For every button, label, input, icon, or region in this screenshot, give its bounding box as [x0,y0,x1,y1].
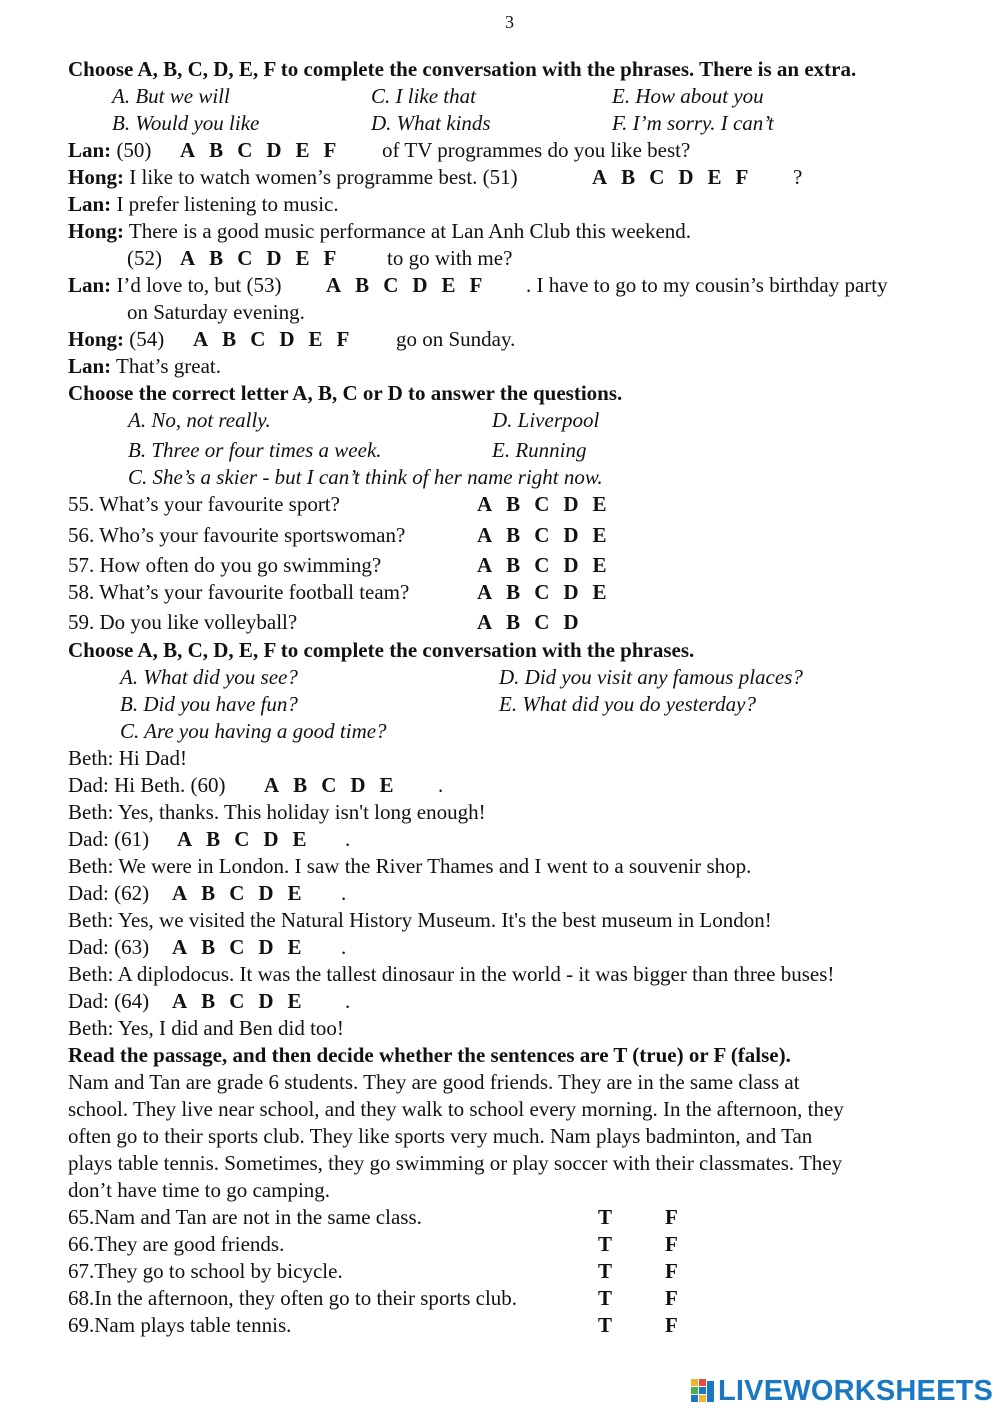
option-d[interactable]: D [266,246,282,270]
passage-line-1: Nam and Tan are grade 6 students. They are good friends. They are in the same class at [68,1070,800,1094]
option-e[interactable]: E [308,327,323,351]
option-e[interactable]: E [592,580,607,604]
option-d[interactable]: D [563,580,579,604]
option-c[interactable]: C [250,327,266,351]
dialogue-line-50: Lan: (50) [68,138,152,162]
option-e[interactable]: E [292,827,307,851]
beth-line-6: Beth: Yes, I did and Ben did too! [68,1016,344,1040]
false-option-65[interactable]: F [665,1205,678,1229]
option-c[interactable]: C [229,935,245,959]
false-option-67[interactable]: F [665,1259,678,1283]
option-b[interactable]: B [506,492,521,516]
option-b[interactable]: B [506,553,521,577]
option-d[interactable]: D [350,773,366,797]
option-d[interactable]: D [258,935,274,959]
option-a[interactable]: A [477,553,493,577]
answer-options-50[interactable] [180,138,350,163]
s3-choice-b: B. Did you have fun? [120,692,298,716]
s2-choice-c: C. She’s a skier - but I can’t think of her name right now. [128,465,603,489]
dialogue-line-53-post: . I have to go to my cousin’s birthday party [526,273,888,297]
option-c[interactable]: C [534,610,550,634]
question-55: 55. What’s your favourite sport? [68,492,340,516]
dad-line-60: Dad: Hi Beth. (60) [68,773,226,797]
option-d[interactable]: D [563,492,579,516]
option-b[interactable]: B [506,523,521,547]
option-c[interactable]: C [383,273,399,297]
statement-69: 69.Nam plays table tennis. [68,1313,292,1337]
option-c[interactable]: C [229,881,245,905]
option-b[interactable]: B [621,165,636,189]
option-e[interactable]: E [441,273,456,297]
answer-options-62[interactable] [172,881,316,906]
option-d[interactable]: D [258,881,274,905]
option-b[interactable]: B [222,327,237,351]
option-c[interactable]: C [237,246,253,270]
liveworksheets-logo-text: LIVEWORKSHEETS [718,1374,994,1407]
option-f[interactable]: F [735,165,749,189]
s1-choice-c: C. I like that [371,84,476,108]
question-59: 59. Do you like volleyball? [68,610,298,634]
option-b[interactable]: B [206,827,221,851]
false-option-66[interactable]: F [665,1232,678,1256]
statement-65: 65.Nam and Tan are not in the same class. [68,1205,422,1229]
option-c[interactable]: C [534,492,550,516]
page-number: 3 [505,12,514,32]
option-b[interactable]: B [201,935,216,959]
option-d[interactable]: D [563,610,579,634]
answer-options-57[interactable] [477,553,621,578]
passage-line-2: school. They live near school, and they walk to school every morning. In the afternoon, they [68,1097,844,1121]
option-d[interactable]: D [412,273,428,297]
option-b[interactable]: B [201,989,216,1013]
option-a[interactable]: A [326,273,342,297]
option-e[interactable]: E [287,881,302,905]
answer-options-56[interactable] [477,523,621,548]
option-a[interactable]: A [477,492,493,516]
dialogue-line-52-post: to go with me? [387,246,513,270]
false-option-68[interactable]: F [665,1286,678,1310]
option-a[interactable]: A [477,523,493,547]
section4-instruction: Read the passage, and then decide whether the sentences are T (true) or F (false). [68,1043,791,1067]
option-d[interactable]: D [263,827,279,851]
statement-66: 66.They are good friends. [68,1232,285,1256]
liveworksheets-logo [690,1374,993,1408]
question-57: 57. How often do you go swimming? [68,553,382,577]
option-a[interactable]: A [172,881,188,905]
dad-line-63: Dad: (63) [68,935,150,959]
answer-options-61[interactable] [177,827,321,852]
option-e[interactable]: E [592,523,607,547]
dialogue-line-hong: Hong: There is a good music performance at Lan Anh Club this weekend. [68,219,692,243]
option-d[interactable]: D [266,138,282,162]
dad-line-64-post: . [345,989,351,1013]
section1-instruction: Choose A, B, C, D, E, F to complete the conversation with the phrases. There is an extra. [68,57,857,81]
beth-line-5: Beth: A diplodocus. It was the tallest dinosaur in the world - it was bigger than three buses! [68,962,835,986]
dialogue-line-54: Hong: (54) [68,327,165,351]
dialogue-line-53-cont: on Saturday evening. [127,300,305,324]
question-58: 58. What’s your favourite football team? [68,580,410,604]
option-e[interactable]: E [295,138,310,162]
option-c[interactable]: C [229,989,245,1013]
option-f[interactable]: F [336,327,350,351]
dad-line-61: Dad: (61) [68,827,150,851]
answer-options-64[interactable] [172,989,316,1014]
s3-choice-d: D. Did you visit any famous places? [499,665,803,689]
option-c[interactable]: C [534,553,550,577]
section3-instruction: Choose A, B, C, D, E, F to complete the conversation with the phrases. [68,638,695,662]
s1-choice-b: B. Would you like [112,111,260,135]
option-e[interactable]: E [592,553,607,577]
true-option-66[interactable]: T [598,1232,613,1256]
beth-line-2: Beth: Yes, thanks. This holiday isn't long enough! [68,800,486,824]
beth-line-1: Beth: Hi Dad! [68,746,187,770]
dad-line-64: Dad: (64) [68,989,150,1013]
s2-choice-a: A. No, not really. [128,408,271,432]
dialogue-line-lan: Lan: I prefer listening to music. [68,192,339,216]
option-a[interactable]: A [180,138,196,162]
answer-options-59[interactable] [477,610,593,635]
option-c[interactable]: C [237,138,253,162]
option-b[interactable]: B [201,881,216,905]
answer-options-53[interactable] [326,273,496,298]
option-a[interactable]: A [477,610,493,634]
option-b[interactable]: B [355,273,370,297]
dialogue-line-51-post: ? [793,165,803,189]
option-e[interactable]: E [707,165,722,189]
section2-instruction: Choose the correct letter A, B, C or D to answer the questions. [68,381,623,405]
option-d[interactable]: D [279,327,295,351]
true-option-67[interactable]: T [598,1259,613,1283]
answer-options-58[interactable] [477,580,621,605]
option-d[interactable]: D [563,523,579,547]
option-e[interactable]: E [379,773,394,797]
option-a[interactable]: A [592,165,608,189]
option-b[interactable]: B [506,610,521,634]
beth-line-4: Beth: Yes, we visited the Natural History Museum. It's the best museum in London! [68,908,772,932]
s1-choice-f: F. I’m sorry. I can’t [612,111,774,135]
true-option-65[interactable]: T [598,1205,613,1229]
dialogue-line-53: Lan: I’d love to, but (53) [68,273,282,297]
s2-choice-b: B. Three or four times a week. [128,438,382,462]
s1-choice-d: D. What kinds [371,111,491,135]
s1-choice-e: E. How about you [612,84,764,108]
s3-choice-a: A. What did you see? [120,665,298,689]
passage-line-5: don’t have time to go camping. [68,1178,331,1202]
option-a[interactable]: A [477,580,493,604]
dad-line-62: Dad: (62) [68,881,150,905]
false-option-69[interactable]: F [665,1313,678,1337]
dialogue-line-54-post: go on Sunday. [396,327,516,351]
dialogue-line-52: (52) [127,246,162,270]
liveworksheets-logo-icon [690,1377,716,1405]
passage-line-4: plays table tennis. Sometimes, they go swimming or play soccer with their classmates. They [68,1151,843,1175]
statement-68: 68.In the afternoon, they often go to their sports club. [68,1286,518,1310]
option-b[interactable]: B [293,773,308,797]
option-c[interactable]: C [534,580,550,604]
option-a[interactable]: A [172,989,188,1013]
dialogue-line-lan-end: Lan: That’s great. [68,354,222,378]
option-b[interactable]: B [506,580,521,604]
statement-67: 67.They go to school by bicycle. [68,1259,343,1283]
option-f[interactable]: F [469,273,483,297]
passage-line-3: often go to their sports club. They like sports very much. Nam plays badminton, and Tan [68,1124,813,1148]
option-e[interactable]: E [592,492,607,516]
dad-line-62-post: . [341,881,347,905]
option-a[interactable]: A [193,327,209,351]
option-c[interactable]: C [649,165,665,189]
true-option-69[interactable]: T [598,1313,613,1337]
answer-options-54[interactable] [193,327,363,352]
dad-line-63-post: . [341,935,347,959]
option-d[interactable]: D [258,989,274,1013]
dad-line-61-post: . [345,827,351,851]
option-a[interactable]: A [180,246,196,270]
option-f[interactable]: F [323,138,337,162]
option-b[interactable]: B [209,138,224,162]
option-d[interactable]: D [563,553,579,577]
option-a[interactable]: A [177,827,193,851]
answer-options-63[interactable] [172,935,316,960]
option-f[interactable]: F [323,246,337,270]
dad-line-60-post: . [438,773,444,797]
s2-choice-d: D. Liverpool [492,408,600,432]
option-e[interactable]: E [287,989,302,1013]
s3-choice-e: E. What did you do yesterday? [499,692,756,716]
dialogue-line-51: Hong: I like to watch women’s programme best. (51) [68,165,518,189]
s2-choice-e: E. Running [492,438,587,462]
answer-options-60[interactable] [264,773,408,798]
true-option-68[interactable]: T [598,1286,613,1310]
question-56: 56. Who’s your favourite sportswoman? [68,523,406,547]
option-c[interactable]: C [321,773,337,797]
option-a[interactable]: A [172,935,188,959]
option-e[interactable]: E [287,935,302,959]
answer-options-51[interactable] [592,165,762,190]
dialogue-line-50-post: of TV programmes do you like best? [382,138,691,162]
option-c[interactable]: C [534,523,550,547]
option-c[interactable]: C [234,827,250,851]
option-e[interactable]: E [295,246,310,270]
option-a[interactable]: A [264,773,280,797]
answer-options-55[interactable] [477,492,621,517]
option-d[interactable]: D [678,165,694,189]
beth-line-3: Beth: We were in London. I saw the River Thames and I went to a souvenir shop. [68,854,752,878]
option-b[interactable]: B [209,246,224,270]
answer-options-52[interactable] [180,246,350,271]
s1-choice-a: A. But we will [112,84,230,108]
s3-choice-c: C. Are you having a good time? [120,719,387,743]
